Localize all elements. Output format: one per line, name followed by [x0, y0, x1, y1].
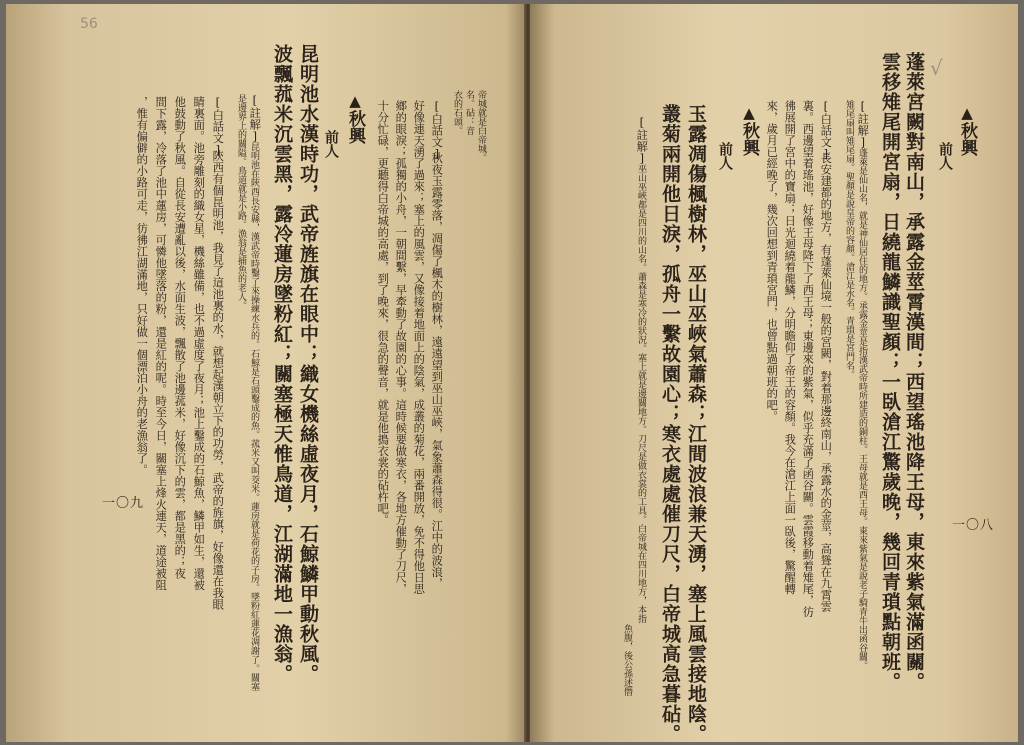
- section-author: 前人: [937, 142, 953, 170]
- top-note-2: 名。砧：音: [464, 90, 474, 135]
- translation-line: 裏。西邊望着瑤池，好像王母降下了西王母；東邊來的紫氣，似乎充滿了函谷關。雲霞移動着雉尾，彷: [801, 100, 815, 618]
- section-author: 前人: [717, 142, 733, 170]
- top-note-3: 衣的石頭。: [452, 90, 462, 135]
- right-page: [530, 4, 1018, 742]
- page-number: 一〇九: [102, 496, 145, 511]
- section-title: ▲秋興: [739, 104, 759, 156]
- section-title: ▲秋興: [345, 92, 365, 144]
- poem-line: 蓬萊宮闕對南山，承露金莖霄漢間；西望瑤池降王母，東來紫氣滿函關。: [903, 52, 925, 692]
- translation-label: [白話文]: [211, 96, 225, 157]
- note-line: 雉尾扇叫雉尾扇。聖顏是說皇帝的容顏。滄江是水名。青瑣是宮門名。: [844, 100, 854, 379]
- poem-line: 昆明池水漢時功，武帝旌旗在眼中；織女機絲虛夜月，石鯨鱗甲動秋風。: [297, 44, 319, 684]
- section-author: 前人: [323, 130, 339, 158]
- page-number: 一〇八: [952, 518, 995, 533]
- left-page: [6, 4, 526, 742]
- translation-line: 他鼓動了秋風。自從長安遭亂以後，水面生波，飄散了池邊菰米，好像沉下的雲，都是黑的；夜: [173, 96, 187, 579]
- poem-line: 雲移雉尾開宮扇，日繞龍鱗識聖顏；一臥滄江驚歲晚，幾回青瑣點朝班。: [879, 52, 901, 692]
- note-line: 魚腹，後公孫述僭: [622, 624, 632, 696]
- translation-label: [白話文]: [430, 100, 444, 161]
- translation-line: 長安建都的地方，有蓬萊仙境一般的宮闕，對着那邊終南山，承露水的金莖，高聳在九霄雲: [819, 152, 833, 612]
- translation-label: [白話文]: [819, 100, 833, 161]
- translation-line: 陝西有個昆明池，我見了這池裏的水，就想起漢朝立下的功勞，武帝的旌旗，好像還在我眼: [211, 150, 225, 610]
- note-line: 蓬萊是仙山名，就是神仙居住的地方。承露金莖是指漢武帝時所建造的銅柱。王母就是西王母。東來紫氣是說老子騎青牛出函谷關。: [857, 148, 867, 670]
- poem-line: 叢菊兩開他日淚，孤舟一繫故園心；寒衣處處催刀尺，白帝城高急暮砧。: [659, 104, 681, 744]
- translation-line: 間下露，冷落了池中蓮房，可憐他墜落的粉，還是紅的呢。時至今日，關塞上烽火連天，道途被阻: [154, 96, 168, 591]
- translation-line: 鄉的眼淚；孤獨的小舟，一朝間繫，早牽動了故園的心事。這時候要做寒衣，各地方催動了刀尺，: [394, 100, 408, 595]
- poem-line: 波飄菰米沉雲黑，露冷蓮房墜粉紅；關塞極天惟鳥道，江湖滿地一漁翁。: [271, 44, 293, 684]
- translation-line: 來，歲月已經晚了，幾次回想到青瑣宮門，也曾點過朝班的吧。: [765, 100, 779, 422]
- poem-line: 玉露凋傷楓樹林，巫山巫峽氣蕭森；江間波浪兼天湧，塞上風雲接地陰。: [685, 104, 707, 744]
- translation-line: 秋夜玉露零落，凋傷了楓木的樹林，遠遠望到巫山巫峽，氣象蕭森得很。江中的波浪，: [430, 152, 444, 589]
- pencil-page-mark: 56: [80, 16, 98, 32]
- triangle-marker-icon: ▲: [958, 104, 976, 122]
- note-line: 昆明池在陝西長安縣，漢武帝時鑿了來操練水兵的。石鯨是石頭鑿成的魚。菰米又叫茭米。蓮房就是荷花的子房。墜粉紅蓮花凋謝了。關塞: [249, 142, 259, 691]
- triangle-marker-icon: ▲: [346, 92, 364, 110]
- translation-line: 睛裏面。池旁雕刻的織女星，機絲雖備，也不過虛度了夜月；池上鑿成的石鯨魚，鱗甲如生，還被: [192, 96, 206, 591]
- book-spread: [6, 4, 1018, 742]
- top-note-1: 帝城就是白帝城。: [476, 90, 486, 162]
- note-label: [註解]: [856, 100, 870, 150]
- translation-line: 彿展開了宮中的寶扇；日光迴繞着龍鱗，分明瞻仰了帝王的容顏。我今在滄江上面一臥後，驚醒轉: [783, 100, 797, 595]
- note-line: 巫山巫峽都是四川的山名。蕭森是寒冷的狀況。塞上就是邊關地方。刀尺是做衣裳的工具。白帝城在四川地方，本指: [636, 164, 646, 623]
- note-line: 是邊界上的關隘。鳥道就是小路。漁翁是捕魚的老人。: [236, 94, 246, 310]
- pencil-check-mark: √: [930, 56, 943, 80]
- translation-line: 十分忙碌，更聽得白帝城的高處，到了晚來，很急的聲音，就是他搗衣裳的砧杵吧。: [376, 100, 390, 526]
- triangle-marker-icon: ▲: [740, 104, 758, 122]
- translation-line: ，惟有偏僻的小路可走，彷彿江湖滿地，只好做一個漂泊小舟的老漁翁了。: [135, 96, 149, 476]
- section-title: ▲秋興: [957, 104, 977, 156]
- translation-line: 好像連天湧了過來；塞上的風雲，又像接着地面上的陰氣，成叢的菊花，兩番開放，免不得他日思: [412, 100, 426, 595]
- note-label: [註解]: [248, 94, 262, 144]
- note-label: [註解]: [635, 116, 649, 166]
